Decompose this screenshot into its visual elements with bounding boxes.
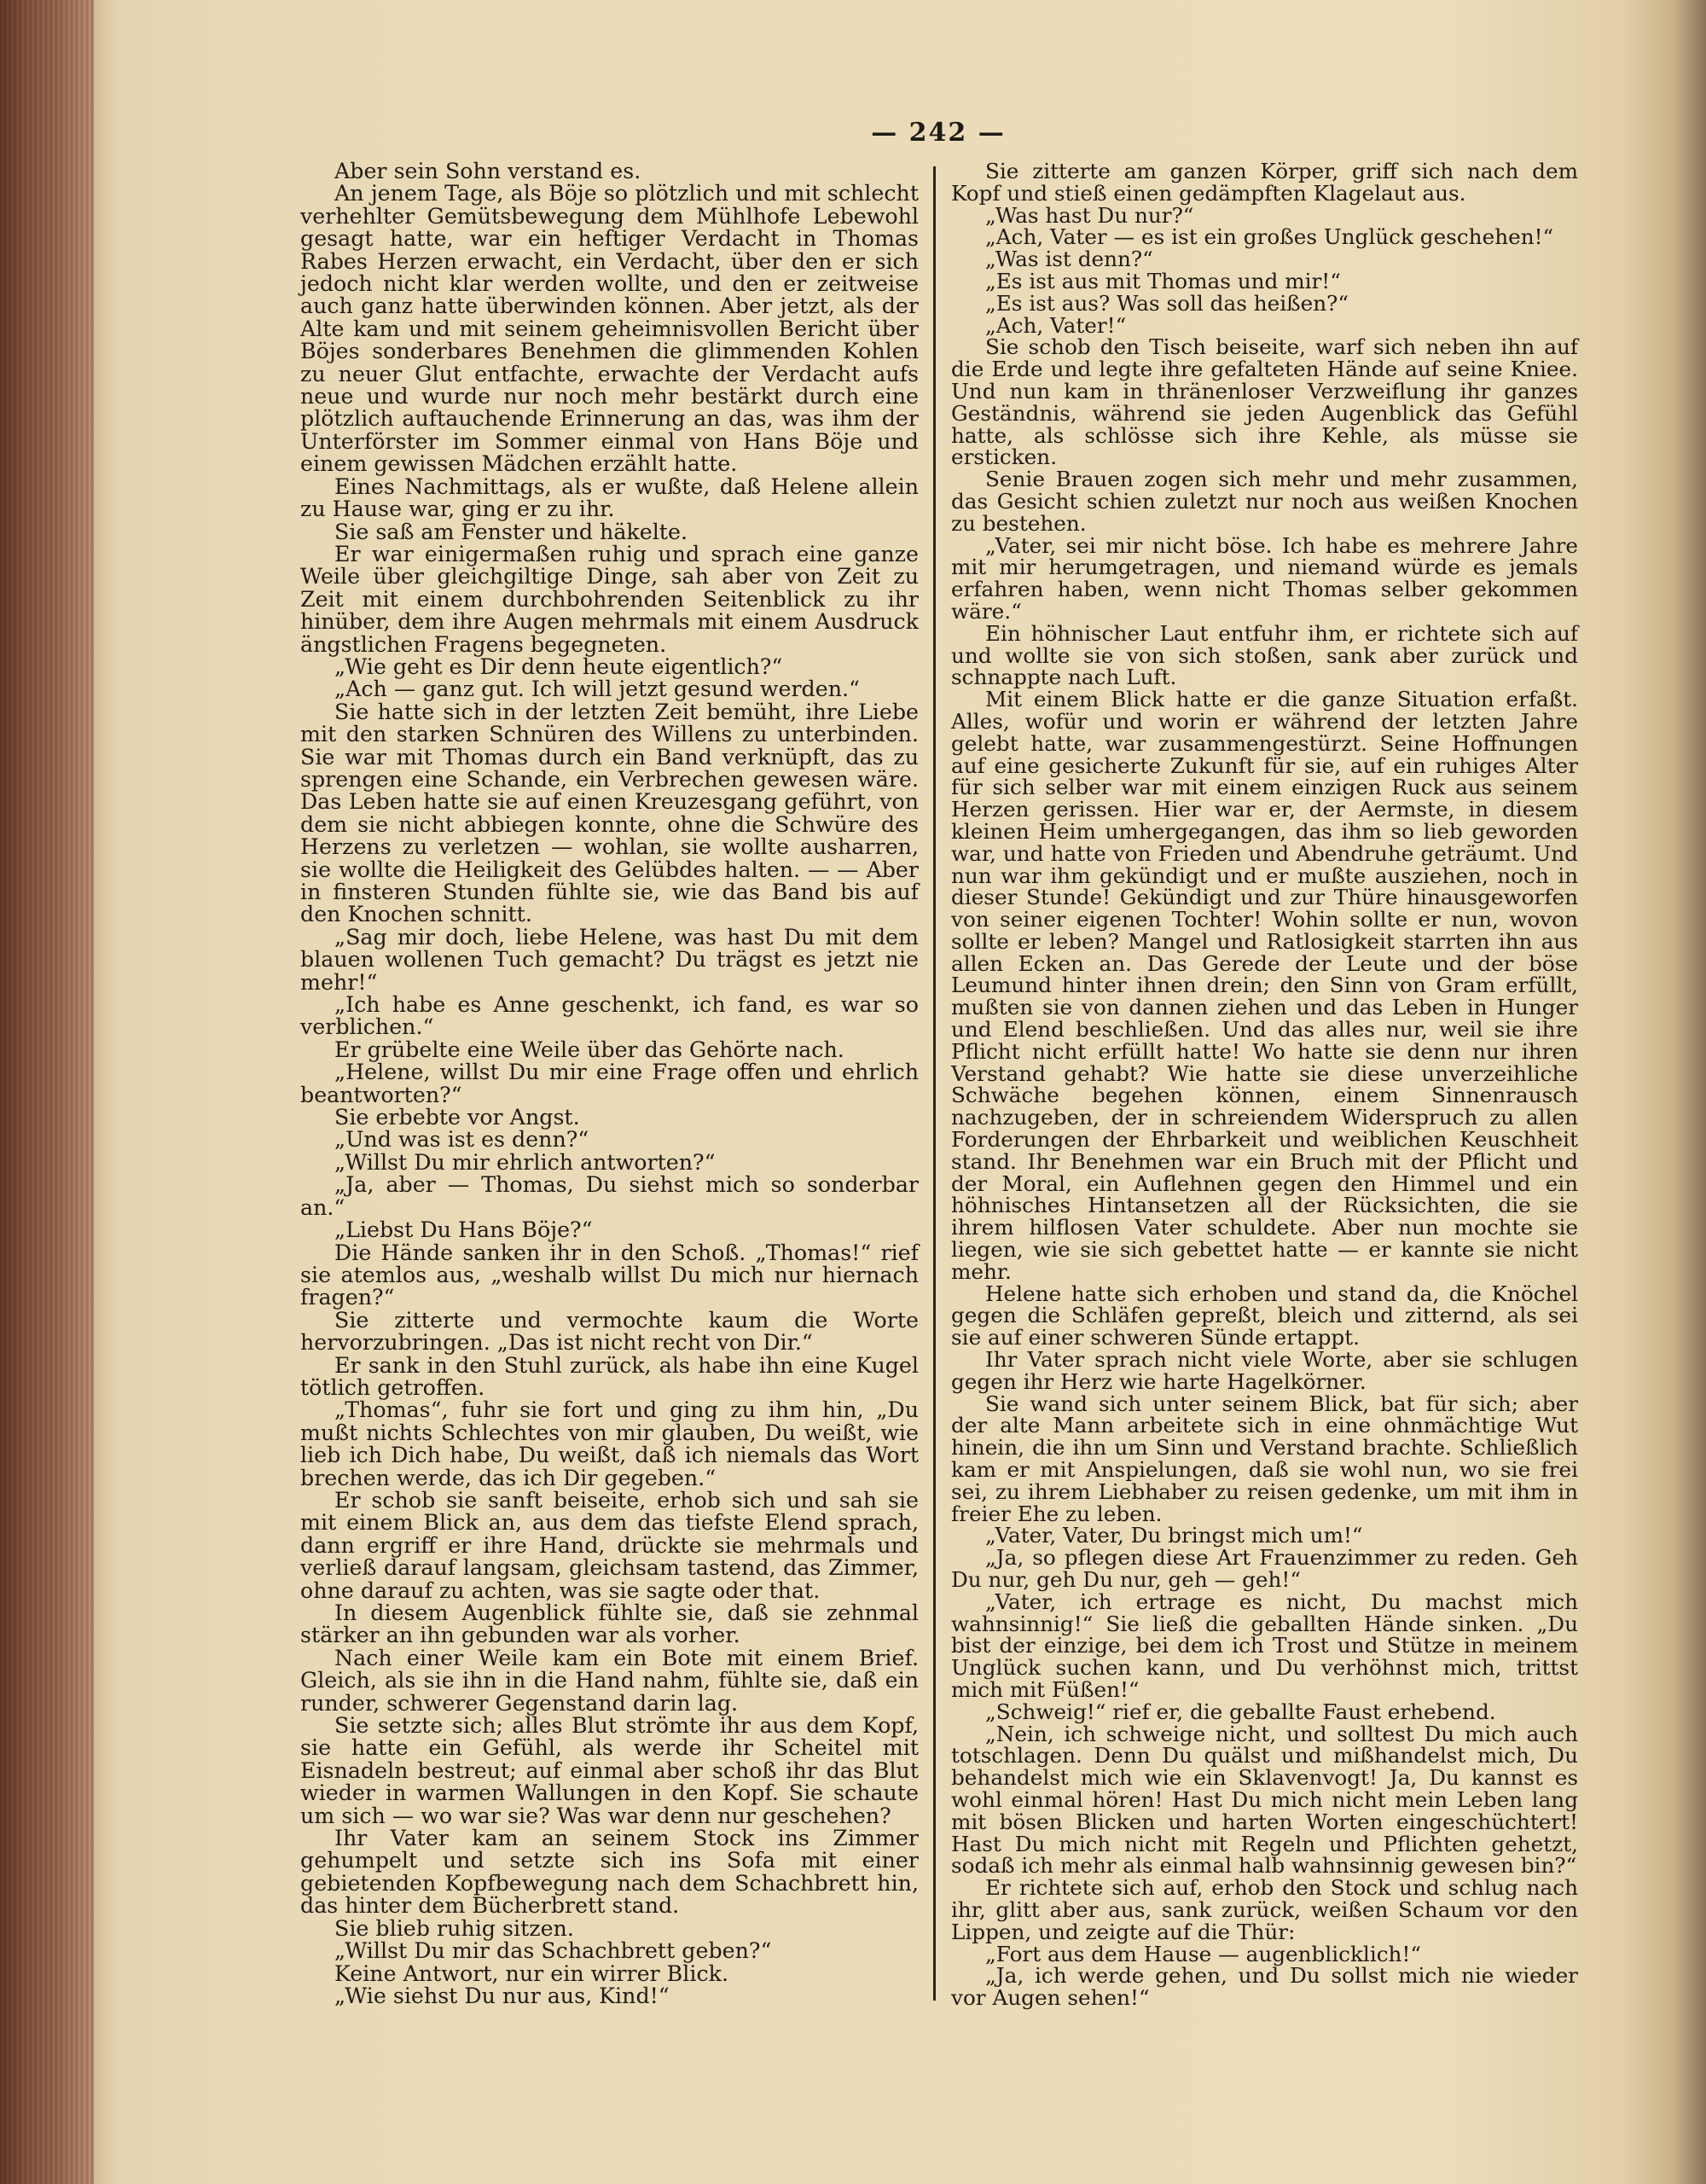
paragraph: „Willst Du mir ehrlich antworten?“ [334, 1149, 716, 1175]
paragraph: „Vater, Vater, Du bringst mich um!“ [985, 1523, 1363, 1548]
paragraph: Ihr Vater kam an seinem Stock ins Zimmer gehumpelt und setzte sich ins Sofa mit einer gebietenden Kopfbewegung nach dem Schachbrett hin, das hinter dem Bücherbrett stand. [300, 1826, 919, 1919]
paragraph: Er grübelte eine Weile über das Gehörte nach. [334, 1037, 844, 1062]
paragraph: „Thomas“, fuhr sie fort und ging zu ihm hin, „Du mußt nichts Schlechtes von mir glauben, Du weißt, wie lieb ich Dich habe, Du weißt, daß ich niemals das Wort brechen werde, das ich Dir gegeben.“ [300, 1397, 919, 1490]
page-stack-edge [0, 0, 94, 2184]
paragraph: „Nein, ich schweige nicht, und solltest Du mich auch totschlagen. Denn Du quälst und mißhandelst mich, Du behandelst mich wie ein Sklavenvogt! Ja, Du kannst es wohl einmal hören! Hast Du mich nicht mein Leben lang mit bösen Blicken und harten Worten eingeschüchtert! Hast Du mich nicht mit Regeln und Pflichten gehetzt, sodaß ich mehr als einmal halb wahnsinnig gewesen bin?“ [951, 1721, 1578, 1879]
paragraph: Aber sein Sohn verstand es. [334, 159, 641, 183]
paragraph: „Ich habe es Anne geschenkt, ich fand, es war so verblichen.“ [300, 992, 919, 1040]
paragraph: „Wie siehst Du nur aus, Kind!“ [334, 1983, 670, 2008]
paragraph: „Es ist aus? Was soll das heißen?“ [985, 290, 1349, 316]
column-divider [933, 166, 936, 2001]
paragraph: Sie saß am Fenster und häkelte. [334, 519, 688, 544]
paragraph: „Es ist aus mit Thomas und mir!“ [985, 268, 1341, 293]
paragraph: „Ja, ich werde gehen, und Du sollst mich nie wieder vor Augen sehen!“ [951, 1963, 1578, 2011]
paragraph: Senie Brauen zogen sich mehr und mehr zusammen, das Gesicht schien zuletzt nur noch aus weißen Knochen zu bestehen. [951, 467, 1578, 536]
paragraph: „Und was ist es denn?“ [334, 1127, 589, 1153]
paragraph: „Was hast Du nur?“ [985, 202, 1194, 228]
paragraph: „Ach, Vater — es ist ein großes Unglück geschehen!“ [985, 224, 1554, 250]
paragraph: Sie blieb ruhig sitzen. [334, 1915, 574, 1941]
text-column-left [300, 160, 919, 2007]
paragraph: Sie schob den Tisch beiseite, warf sich neben ihn auf die Erde und legte ihre gefalteten Hände auf seine Kniee. Und nun kam in thränenloser Verzweiflung ihr ganzes Geständnis, während sie jeden Augenblick das Gefühl hatte, als schlösse sich ihre Kehle, als müsse sie ersticken. [951, 334, 1578, 470]
paragraph: Sie zitterte und vermochte kaum die Worte hervorzubringen. „Das ist nicht recht von Dir.“ [300, 1307, 919, 1356]
paragraph: Sie hatte sich in der letzten Zeit bemüht, ihre Liebe mit den starken Schnüren des Willens zu unterbinden. Sie war mit Thomas durch ein Band verknüpft, das zu sprengen eine Schande, ein Verbrechen gewesen wäre. Das Leben hatte sie auf einen Kreuzesgang geführt, von dem sie nicht abbiegen konnte, ohne die Schwüre des Herzens zu verletzen — wohlan, sie wollte ausharren, sie wollte die Heiligkeit des Gelübdes halten. — — Aber in finsteren Stunden fühlte sie, wie das Band bis auf den Knochen schnitt. [300, 699, 919, 927]
paragraph: „Wie geht es Dir denn heute eigentlich?“ [334, 653, 783, 679]
paragraph: „Ach, Vater!“ [985, 312, 1127, 338]
paragraph: Er schob sie sanft beiseite, erhob sich und sah sie mit einem Blick an, aus dem das tiefste Elend sprach, dann ergriff er ihre Hand, drückte sie mehrmals und verließ darauf langsam, gleichsam tastend, das Zimmer, ohne darauf zu achten, was sie sagte oder that. [300, 1487, 919, 1603]
paragraph: An jenem Tage, als Böje so plötzlich und mit schlecht verhehlter Gemütsbewegung dem Mühlhofe Lebewohl gesagt hatte, war ein heftiger Verdacht in Thomas Rabes Herzen erwacht, ein Verdacht, über den er sich jedoch nicht klar werden wollte, und den er zeitweise auch ganz hatte überwinden können. Aber jetzt, als der Alte kam und mit seinem geheimnisvollen Bericht über Böjes sonderbares Benehmen die glimmenden Kohlen zu neuer Glut entfachte, erwachte der Verdacht aufs neue und wurde nur noch mehr bestärkt durch eine plötzlich auftauchende Erinnerung an das, was ihm der Unterförster im Sommer einmal von Hans Böje und einem gewissen Mädchen erzählt hatte. [300, 181, 919, 477]
paragraph: Die Hände sanken ihr in den Schoß. „Thomas!“ rief sie atemlos aus, „weshalb willst Du mich nur hiernach fragen?“ [300, 1240, 919, 1310]
page-number: — 242 — [871, 118, 1006, 148]
paragraph: Sie wand sich unter seinem Blick, bat für sich; aber der alte Mann arbeitete sich in eine ohnmächtige Wut hinein, die ihn um Sinn und Verstand brachte. Schließlich kam er mit Anspielungen, daß sie wohl nun, wo sie frei sei, zu ihrem Liebhaber zu reisen gedenke, um mit ihm in freier Ehe zu leben. [951, 1391, 1578, 1526]
paragraph: Nach einer Weile kam ein Bote mit einem Brief. Gleich, als sie ihn in die Hand nahm, fühlte sie, daß ein runder, schwerer Gegenstand darin lag. [300, 1645, 919, 1716]
text-column-right [951, 160, 1578, 2009]
paragraph: „Schweig!“ rief er, die geballte Faust erhebend. [985, 1699, 1496, 1724]
paragraph: Sie zitterte am ganzen Körper, griff sich nach dem Kopf und stieß einen gedämpften Klagelaut aus. [951, 159, 1578, 206]
paragraph: Helene hatte sich erhoben und stand da, die Knöchel gegen die Schläfen gepreßt, bleich und zitternd, als sei sie auf einer schweren Sünde ertappt. [951, 1281, 1578, 1350]
paragraph: Er richtete sich auf, erhob den Stock und schlug nach ihr, glitt aber aus, sank zurück, weißen Schaum vor den Lippen, und zeigte auf die Thür: [951, 1875, 1578, 1944]
paragraph: Sie erbebte vor Angst. [334, 1105, 580, 1130]
paragraph: Ein höhnischer Laut entfuhr ihm, er richtete sich auf und wollte sie von sich stoßen, sank aber zurück und schnappte nach Luft. [951, 620, 1578, 690]
paragraph: In diesem Augenblick fühlte sie, daß sie zehnmal stärker an ihn gebunden war als vorher. [300, 1600, 919, 1648]
paragraph: „Willst Du mir das Schachbrett geben?“ [334, 1938, 772, 1964]
paragraph: „Liebst Du Hans Böje?“ [334, 1217, 593, 1243]
paragraph: „Ach — ganz gut. Ich will jetzt gesund werden.“ [334, 677, 860, 702]
paragraph: Mit einem Blick hatte er die ganze Situation erfaßt. Alles, wofür und worin er während der letzten Jahre gelebt hatte, war zusammengestürzt. Seine Hoffnungen auf eine gesicherte Zukunft für sie, auf ein ruhiges Alter für sich selber war mit einem einzigen Ruck aus seinem Herzen gerissen. Hier war er, der Aermste, in diesem kleinen Heim umhergegangen, das ihm so lieb geworden war, und hatte von Frieden und Abendruhe geträumt. Und nun war ihm gekündigt und er mußte ausziehen, noch in dieser Stunde! Gekündigt und zur Thüre hinausgeworfen von seiner eigenen Tochter! Wohin sollte er nun, wovon sollte er leben? Mangel und Ratlosigkeit starrten ihn aus allen Ecken an. Das Gerede der Leute und der böse Leumund hinter ihnen drein; den Sinn von Gram erfüllt, mußten sie von dannen ziehen und das Leben in Hunger und Elend beschließen. Und das alles nur, weil sie ihre Pflicht nicht erfüllt hatte! Wo hatte sie denn nur ihren Verstand gehabt? Wie hatte sie diese unverzeihliche Schwäche begehen können, einem Sinnenrausch nachzugeben, der in schreiendem Widerspruch zu allen Forderungen der Ehrbarkeit und weiblichen Keuschheit stand. Ihr Benehmen war ein Bruch mit der Pflicht und der Moral, ein Auflehnen gegen den Himmel und ein höhnisches Hintansetzen all der Rücksichten, die sie ihrem hilflosen Vater schuldete. Aber nun mochte sie liegen, wie sie sich gebettet hatte — er kannte sie nicht mehr. [951, 687, 1578, 1284]
paragraph: Er sank in den Stuhl zurück, als habe ihn eine Kugel tötlich getroffen. [300, 1352, 919, 1400]
paragraph: „Ja, aber — Thomas, Du siehst mich so sonderbar an.“ [300, 1172, 919, 1220]
paragraph: Er war einigermaßen ruhig und sprach eine ganze Weile über gleichgiltige Dinge, sah aber von Zeit zu Zeit mit einem durchbohrenden Seitenblick zu ihr hinüber, dem ihre Augen mehrmals mit einem Ausdruck ängstlichen Fragens begegneten. [300, 541, 919, 657]
paragraph: „Ja, so pflegen diese Art Frauenzimmer zu reden. Geh Du nur, geh Du nur, geh — geh!“ [951, 1545, 1578, 1592]
paragraph: Eines Nachmittags, als er wußte, daß Helene allein zu Hause war, ging er zu ihr. [300, 473, 919, 522]
paragraph: Sie setzte sich; alles Blut strömte ihr aus dem Kopf, sie hatte ein Gefühl, als werde ihr Scheitel mit Eisnadeln bestreut; auf einmal aber schoß ihr das Blut wieder in warmen Wallungen in den Kopf. Sie schaute um sich — wo war sie? Was war denn nur geschehen? [300, 1713, 919, 1828]
paragraph: „Was ist denn?“ [985, 247, 1153, 272]
paragraph: Keine Antwort, nur ein wirrer Blick. [334, 1960, 728, 1986]
paragraph: Ihr Vater sprach nicht viele Worte, aber sie schlugen gegen ihr Herz wie harte Hagelkörner. [951, 1347, 1578, 1394]
paragraph: „Vater, sei mir nicht böse. Ich habe es mehrere Jahre mit mir herumgetragen, und niemand würde es jemals erfahren haben, wenn nicht Thomas selber gekommen wäre.“ [951, 532, 1578, 624]
paragraph: „Fort aus dem Hause — augenblicklich!“ [985, 1941, 1421, 1966]
paragraph: „Vater, ich ertrage es nicht, Du machst mich wahnsinnig!“ Sie ließ die geballten Hände sinken. „Du bist der einzige, bei dem ich Trost und Stütze in meinem Unglück suchen kann, und Du verhöhnst mich, trittst mich mit Füßen!“ [951, 1589, 1578, 1702]
paragraph: „Helene, willst Du mir eine Frage offen und ehrlich beantworten?“ [300, 1060, 919, 1107]
paragraph: „Sag mir doch, liebe Helene, was hast Du mit dem blauen wollenen Tuch gemacht? Du trägst es jetzt nie mehr!“ [300, 924, 919, 995]
